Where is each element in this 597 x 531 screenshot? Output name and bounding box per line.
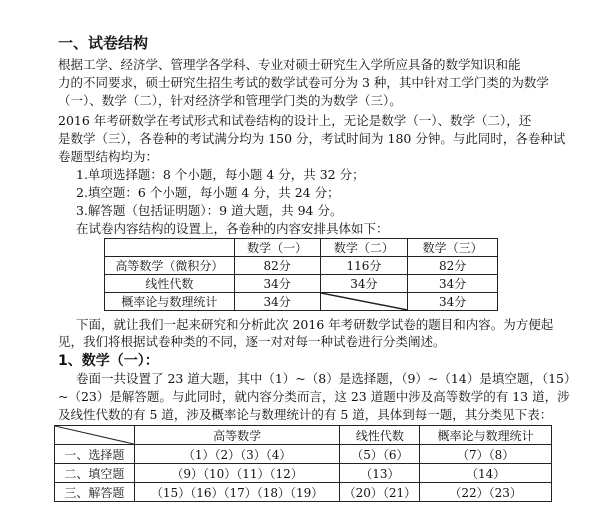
table-header-cell: 数学（二） [320, 239, 408, 257]
table-cell: 高等数学（微积分） [105, 257, 235, 275]
table-cell: 34分 [234, 293, 320, 311]
paragraph-line: 是数学（三），各卷种的考试满分均为 150 分，考试时间为 180 分钟。与此同时，各卷种试 [58, 131, 566, 146]
table-header-cell: 高等数学 [134, 426, 340, 445]
table-cell-not-applicable [320, 293, 408, 311]
table-cell: 34分 [320, 275, 408, 293]
table-intro: 在试卷内容结构的设置上，各卷种的内容安排具体如下： [76, 221, 389, 236]
table-cell: 线性代数 [105, 275, 235, 293]
table-row [105, 257, 498, 275]
table-cell: 34分 [408, 275, 498, 293]
table-row [55, 464, 552, 483]
diagonal-slash [321, 293, 408, 310]
table-header-row [55, 426, 552, 445]
table-cell: 二、填空题 [55, 464, 135, 483]
table-row [55, 483, 552, 502]
table-cell: 一、选择题 [55, 445, 135, 464]
table-cell: 82分 [234, 257, 320, 275]
table-cell: （7）（8） [420, 445, 552, 464]
table-header-cell: 概率论与数理统计 [420, 426, 552, 445]
table-cell: （5）（6） [340, 445, 420, 464]
section-heading-structure: 一、试卷结构 [58, 34, 149, 52]
table-cell: 82分 [408, 257, 498, 275]
paragraph-line: ~（23）是解答题。与此同时，就内容分类而言，这 23 道题中涉及高等数学的有 13 道，涉 [58, 389, 570, 404]
table-corner-cell [55, 426, 135, 445]
table-row [105, 293, 498, 311]
table-cell: 116分 [320, 257, 408, 275]
paragraph-line: （一）、数学（二），针对经济学和管理学门类的为数学（三）。 [58, 93, 402, 108]
table-header-cell: 数学（三） [408, 239, 498, 257]
table-row [105, 275, 498, 293]
table-cell: 34分 [408, 293, 498, 311]
table-header-cell: 数学（一） [234, 239, 320, 257]
table-cell: （13） [340, 464, 420, 483]
table-cell: （20）（21） [340, 483, 420, 502]
table-row [55, 445, 552, 464]
list-item: 2.填空题：6 个小题，每小题 4 分，共 24 分； [76, 185, 340, 200]
table-cell: （15）（16）（17）（18）（19） [134, 483, 340, 502]
list-item: 3.解答题（包括证明题）：9 道大题，共 94 分。 [76, 203, 343, 218]
paragraph-line: 卷面一共设置了 23 道大题，其中（1）~（8）是选择题，（9）~（14）是填空题，（15） [76, 371, 577, 386]
paragraph-line: 下面，就让我们一起来研究和分析此次 2016 年考研数学试卷的题目和内容。为方便起 [76, 317, 554, 332]
table-header-cell: 线性代数 [340, 426, 420, 445]
table-header-cell [105, 239, 235, 257]
diagonal-slash [55, 426, 134, 444]
table-cell: （22）（23） [420, 483, 552, 502]
table-cell: （1）（2）（3）（4） [134, 445, 340, 464]
paragraph-line: 及线性代数的有 5 道，涉及概率论与数理统计的有 5 道，具体到每一题，其分类见下表： [58, 407, 553, 422]
table-cell: 三、解答题 [55, 483, 135, 502]
table-cell: （9）（10）（11）（12） [134, 464, 340, 483]
table-cell: 概率论与数理统计 [105, 293, 235, 311]
paragraph-line: 卷题型结构均为： [58, 149, 159, 164]
list-item: 1.单项选择题：8 个小题，每小题 4 分，共 32 分； [76, 167, 365, 182]
paragraph-line: 2016 年考研数学在考试形式和试卷结构的设计上，无论是数学（一）、数学（二），还 [58, 113, 532, 128]
question-classification-table [54, 425, 552, 502]
paragraph-line: 见，我们将根据试卷种类的不同，逐一对对每一种试卷进行分类阐述。 [58, 334, 446, 349]
table-cell: （14） [420, 464, 552, 483]
paper-content-table [104, 238, 498, 311]
section-heading-math-one: 1、数学（一）： [58, 353, 159, 369]
table-header-row [105, 239, 498, 257]
paragraph-line: 力的不同要求，硕士研究生招生考试的数学试卷可分为 3 种，其中针对工学门类的为数学 [58, 75, 549, 90]
paragraph-line: 根据工学、经济学、管理学各学科、专业对硕士研究生入学所应具备的数学知识和能 [58, 57, 521, 72]
table-cell: 34分 [234, 275, 320, 293]
